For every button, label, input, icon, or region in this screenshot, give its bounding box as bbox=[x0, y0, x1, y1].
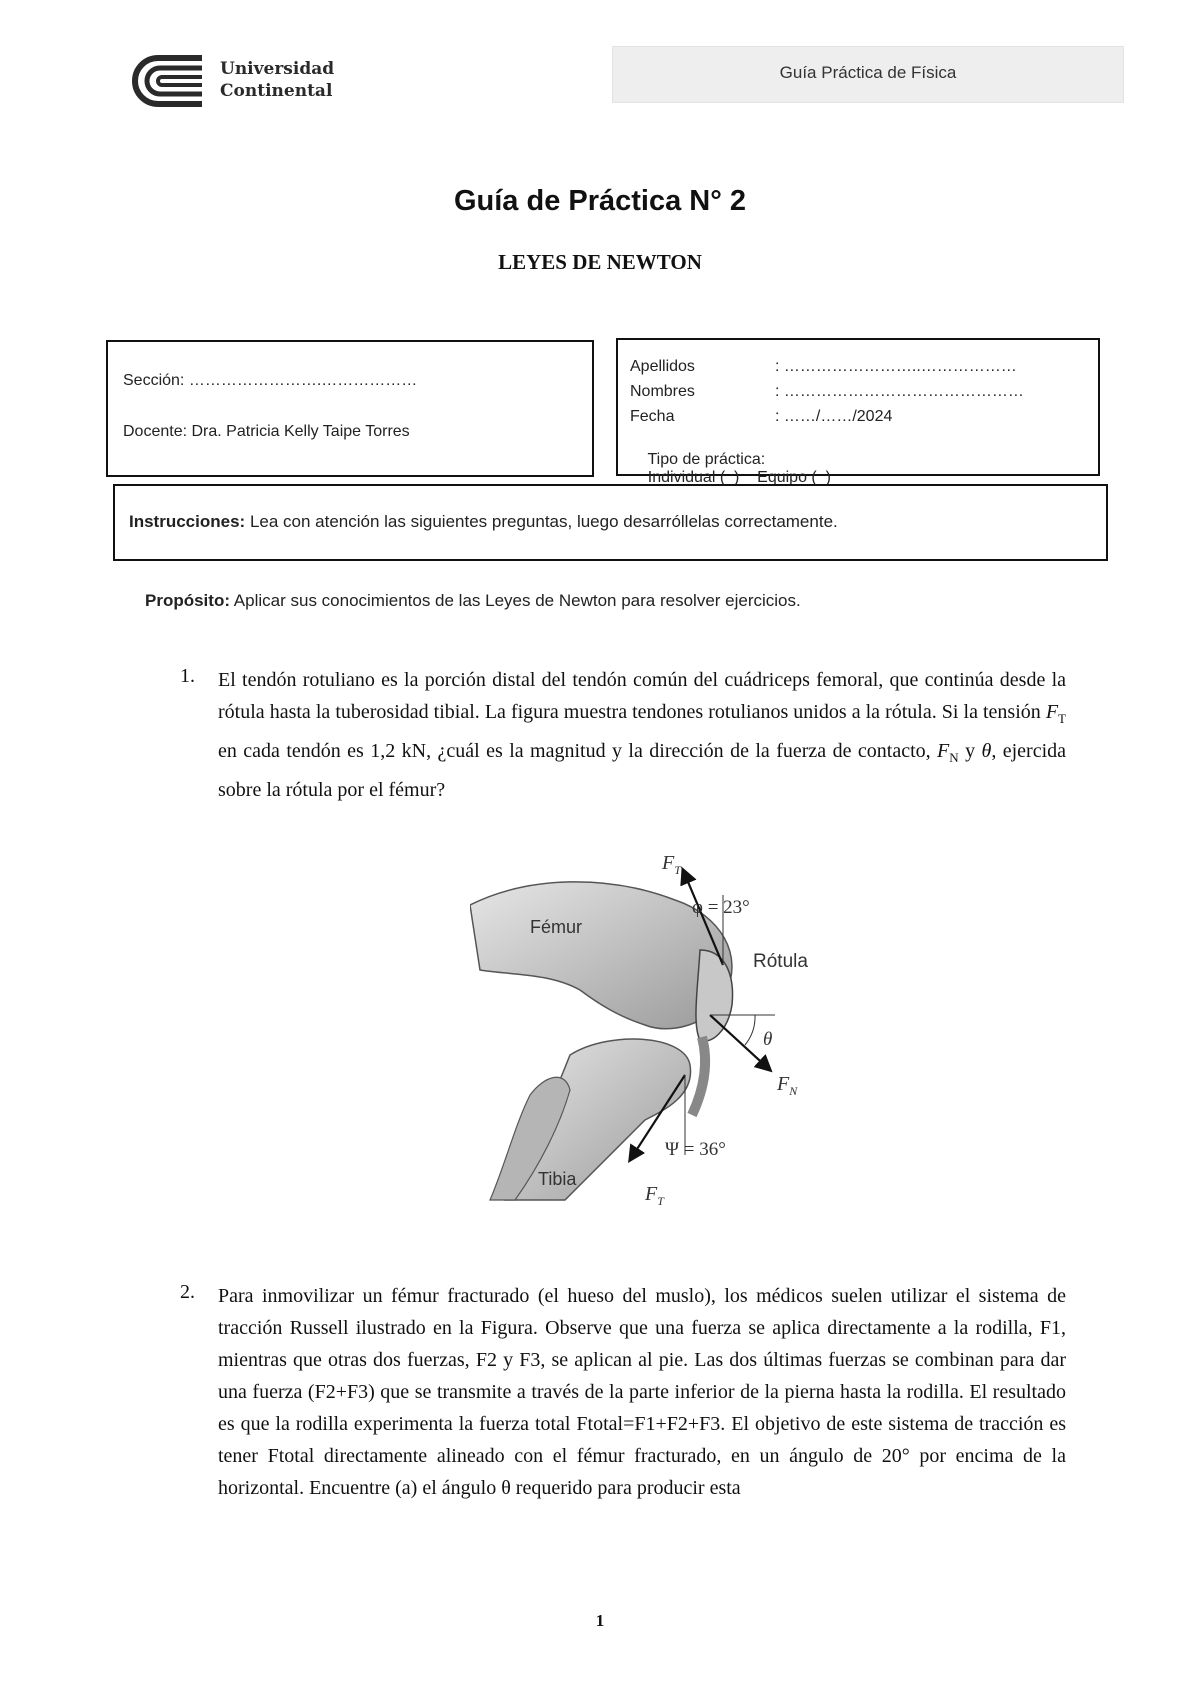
section-label: Sección: bbox=[123, 372, 185, 389]
label-ft-lower: $F_T$ bbox=[645, 1183, 664, 1208]
practice-type-label: Tipo de práctica: bbox=[647, 451, 766, 468]
purpose-row bbox=[145, 591, 801, 611]
q1-theta-symbol: θ bbox=[981, 740, 992, 762]
practice-type-options[interactable]: Individual ( ) Equipo ( ) bbox=[647, 469, 831, 486]
instructions-row bbox=[129, 512, 838, 532]
question-2-number: 2. bbox=[180, 1281, 195, 1303]
q1-fn-subscript: N bbox=[949, 750, 959, 765]
label-patella: Rótula bbox=[753, 951, 808, 972]
teacher-name: Dra. Patricia Kelly Taipe Torres bbox=[191, 423, 410, 440]
label-phi: φ = 23° bbox=[692, 897, 750, 918]
q1-fn-symbol: F bbox=[937, 740, 950, 762]
date-field[interactable]: : ……/……/2024 bbox=[775, 408, 893, 425]
label-ft-upper: $F_T$ bbox=[662, 855, 681, 877]
knee-figure bbox=[470, 855, 830, 1225]
document-label: Guía Práctica de Física bbox=[779, 63, 957, 82]
fn-arrow bbox=[710, 1015, 773, 1070]
knee-diagram bbox=[470, 855, 830, 1225]
page-subtitle: LEYES DE NEWTON bbox=[498, 250, 702, 274]
section-row bbox=[123, 372, 417, 390]
logo-line-2: Continental bbox=[220, 81, 333, 101]
instructions-box bbox=[113, 484, 1108, 561]
question-1-number: 1. bbox=[180, 665, 195, 687]
names-label: Nombres bbox=[630, 383, 695, 400]
q1-text-part-d: , ejercida sobre la rótula por el fémur? bbox=[218, 740, 1067, 801]
student-info-box bbox=[616, 338, 1100, 486]
question-2-text: Para inmovilizar un fémur fracturado (el hueso del muslo), los médicos suelen utilizar el sistema de tracción Russell ilustrado en la Figura. Observe que una fuerza se aplica directamente a la rodilla, F1, mientras que otras dos fuerzas, F2 y F3, se aplican al pie. Las dos últimas fuerzas se combinan para dar una fuerza (F2+F3) que se transmite a través de la parte inferior de la pierna hasta la rodilla. El resultado es que la rodilla experimenta la fuerza total Ftotal=F1+F2+F3. El objetivo de este sistema de tracción es tener Ftotal directamente alineado con el fémur fracturado, en un ángulo de 20° por encima de la horizontal. Encuentre (a) el ángulo θ requerido para producir esta bbox=[218, 1285, 1066, 1499]
q1-text-part-a: El tendón rotuliano es la porción distal del tendón común del cuádriceps femoral, que continúa desde la rótula hasta la tuberosidad tibial. La figura muestra tendones rotulianos unidos a la rótula. Si la tensión bbox=[218, 669, 1066, 723]
instructions-label: Instrucciones: bbox=[129, 512, 246, 531]
label-psi: Ψ = 36° bbox=[665, 1139, 726, 1160]
q1-ft-symbol: F bbox=[1045, 701, 1059, 723]
teacher-row bbox=[123, 423, 410, 441]
instructions-text: Lea con atención las siguientes preguntas, luego desarróllelas correctamente. bbox=[249, 512, 838, 531]
page-number: 1 bbox=[595, 1611, 605, 1630]
question-1-text bbox=[218, 664, 1066, 806]
label-femur: Fémur bbox=[530, 917, 583, 937]
label-fn: $F_N$ bbox=[777, 1073, 798, 1098]
page-title: Guía de Práctica N° 2 bbox=[453, 185, 747, 217]
label-theta: θ bbox=[763, 1029, 773, 1050]
logo-line-1: Universidad bbox=[220, 59, 335, 79]
theta-arc bbox=[745, 1015, 755, 1045]
purpose-label: Propósito: bbox=[145, 591, 230, 610]
document-label-box bbox=[612, 46, 1124, 103]
label-tibia: Tibia bbox=[538, 1169, 577, 1189]
q1-text-part-c: y bbox=[958, 740, 982, 762]
university-logo bbox=[128, 52, 358, 112]
q1-ft-subscript: T bbox=[1058, 711, 1066, 726]
section-field[interactable]: …………………….……………… bbox=[188, 372, 418, 389]
surname-field[interactable]: : ……………………..……………… bbox=[775, 358, 1017, 375]
purpose-text: Aplicar sus conocimientos de las Leyes de Newton para resolver ejercicios. bbox=[233, 591, 801, 610]
surname-label: Apellidos bbox=[630, 358, 695, 375]
section-info-box bbox=[106, 340, 594, 477]
patellar-tendon bbox=[692, 1037, 705, 1115]
date-label: Fecha bbox=[630, 408, 675, 425]
teacher-label: Docente: bbox=[123, 423, 188, 440]
q1-text-part-b: en cada tendón es 1,2 kN, ¿cuál es la magnitud y la dirección de la fuerza de contacto, bbox=[218, 740, 938, 762]
logo-mark-icon bbox=[128, 52, 208, 110]
names-field[interactable]: : ……………………………………… bbox=[775, 383, 1024, 400]
